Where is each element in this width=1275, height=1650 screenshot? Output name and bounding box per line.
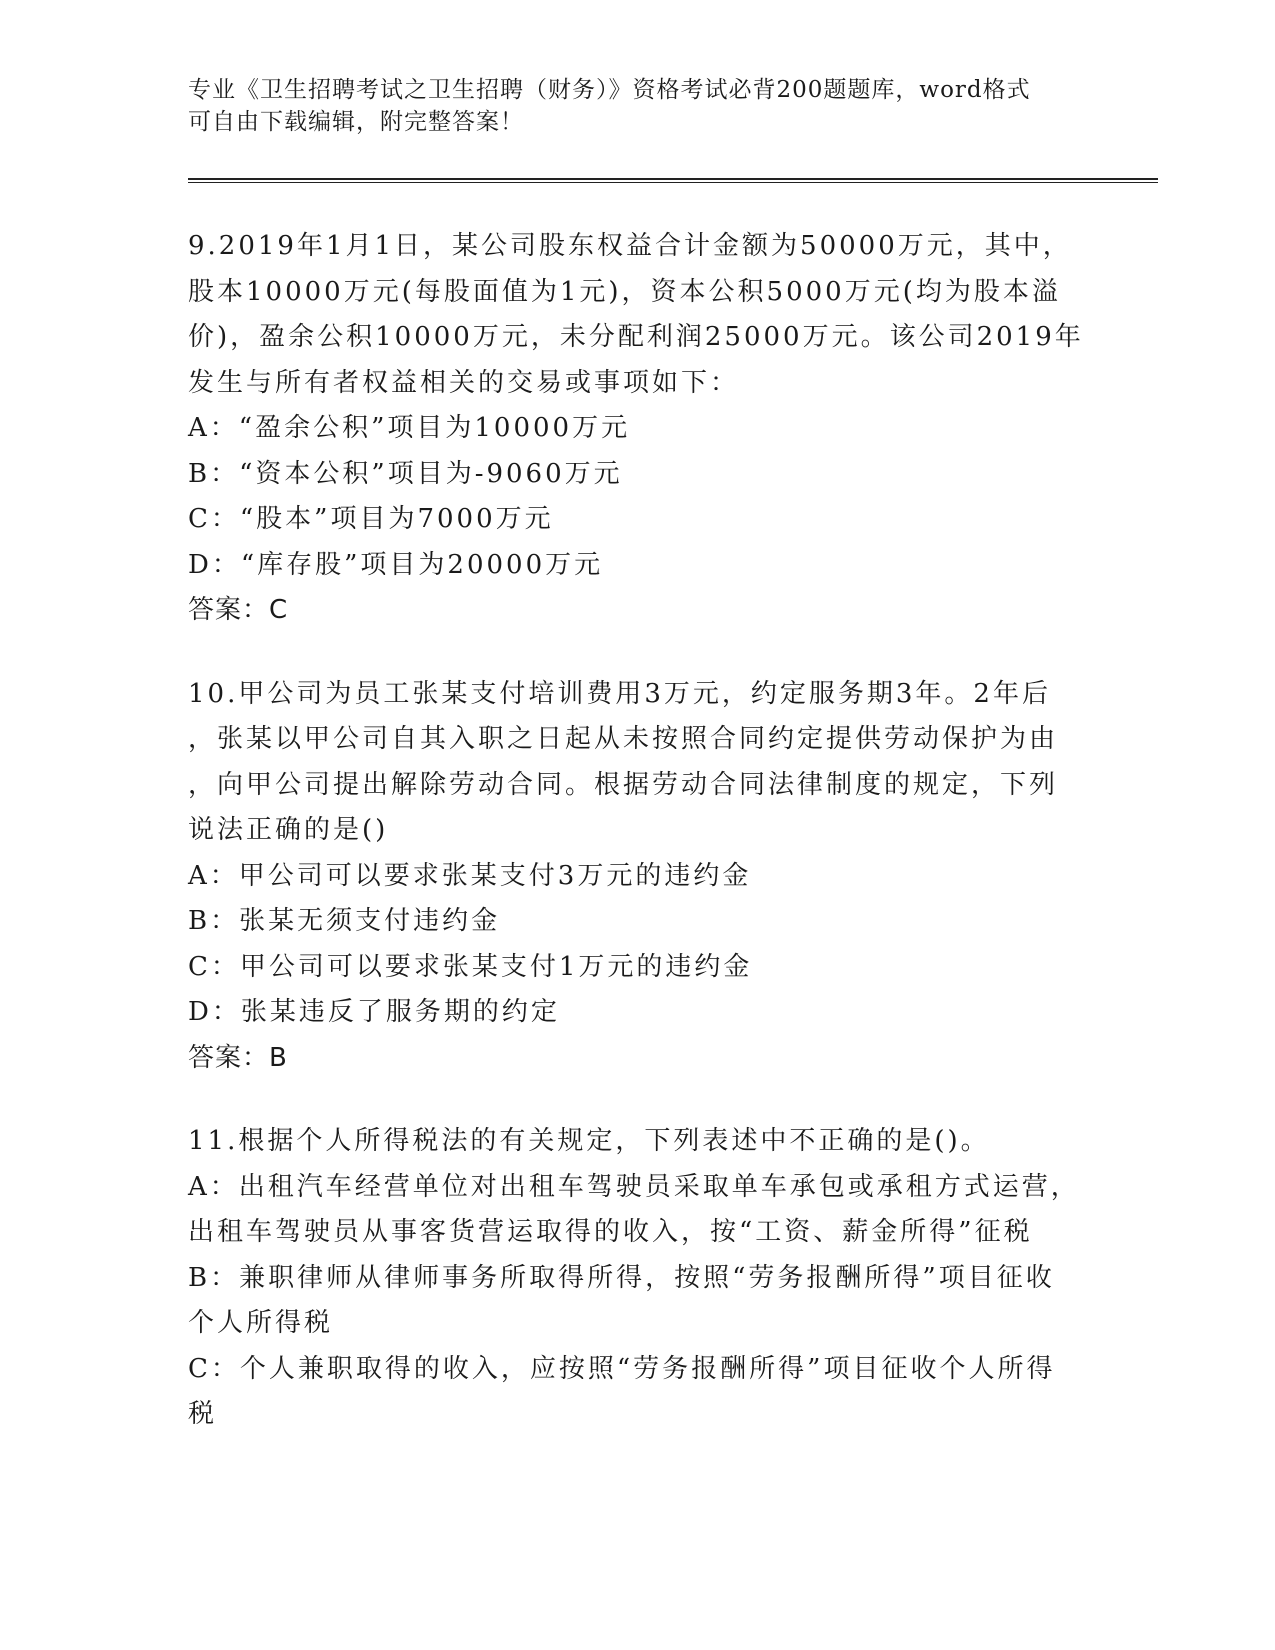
question-10 (188, 672, 1088, 1082)
question-stem-line: 价)，盈余公积10000万元，未分配利润25000万元。该公司2019年 (188, 322, 1084, 352)
option-a: A：甲公司可以要求张某支付3万元的违约金 (188, 860, 752, 891)
option-b: B：兼职律师从律师事务所取得所得，按照“劳务报酬所得”项目征收 (188, 1262, 1055, 1293)
option-c: C：个人兼职取得的收入，应按照“劳务报酬所得”项目征收个人所得 (188, 1353, 1056, 1384)
question-stem-line: ，向甲公司提出解除劳动合同。根据劳动合同法律制度的规定，下列 (188, 769, 1059, 800)
question-stem-line: 说法正确的是() (188, 815, 389, 845)
option-b: B：“资本公积”项目为-9060万元 (188, 458, 623, 489)
answer-label: 答案：C (188, 595, 289, 625)
option-c: C：“股本”项目为7000万元 (188, 504, 554, 534)
header-divider (188, 178, 1158, 183)
option-a: A：出租汽车经营单位对出租车驾驶员采取单车承包或承租方式运营， (188, 1171, 1080, 1202)
answer-label: 答案：B (188, 1042, 288, 1073)
header-line: 可自由下载编辑，附完整答案！ (188, 109, 524, 135)
question-stem-line: 11.根据个人所得税法的有关规定，下列表述中不正确的是()。 (188, 1126, 990, 1156)
question-stem-line: 股本10000万元(每股面值为1元)，资本公积5000万元(均为股本溢 (188, 276, 1061, 307)
document-header (188, 74, 1088, 138)
question-stem-line: ，张某以甲公司自其入职之日起从未按照合同约定提供劳动保护为由 (188, 724, 1059, 754)
option-d: D：“库存股”项目为20000万元 (188, 549, 604, 580)
question-9 (188, 224, 1088, 634)
option-d: D：张某违反了服务期的约定 (188, 997, 560, 1027)
option-c-continued: 税 (188, 1399, 218, 1429)
question-stem-line: 9.2019年1月1日，某公司股东权益合计金额为50000万元，其中， (188, 231, 1072, 261)
question-list (188, 224, 1088, 1476)
option-a-continued: 出租车驾驶员从事客货营运取得的收入，按“工资、薪金所得”征税 (188, 1217, 1033, 1247)
question-11 (188, 1119, 1088, 1438)
header-line: 专业《卫生招聘考试之卫生招聘（财务）》资格考试必背200题题库，word格式 (188, 77, 1031, 103)
question-stem-line: 10.甲公司为员工张某支付培训费用3万元，约定服务期3年。2年后 (188, 678, 1051, 709)
option-a: A：“盈余公积”项目为10000万元 (188, 413, 631, 443)
option-c: C：甲公司可以要求张某支付1万元的违约金 (188, 951, 753, 982)
question-stem-line: 发生与所有者权益相关的交易或事项如下： (188, 367, 740, 398)
option-b: B：张某无须支付违约金 (188, 906, 501, 936)
option-b-continued: 个人所得税 (188, 1308, 334, 1338)
